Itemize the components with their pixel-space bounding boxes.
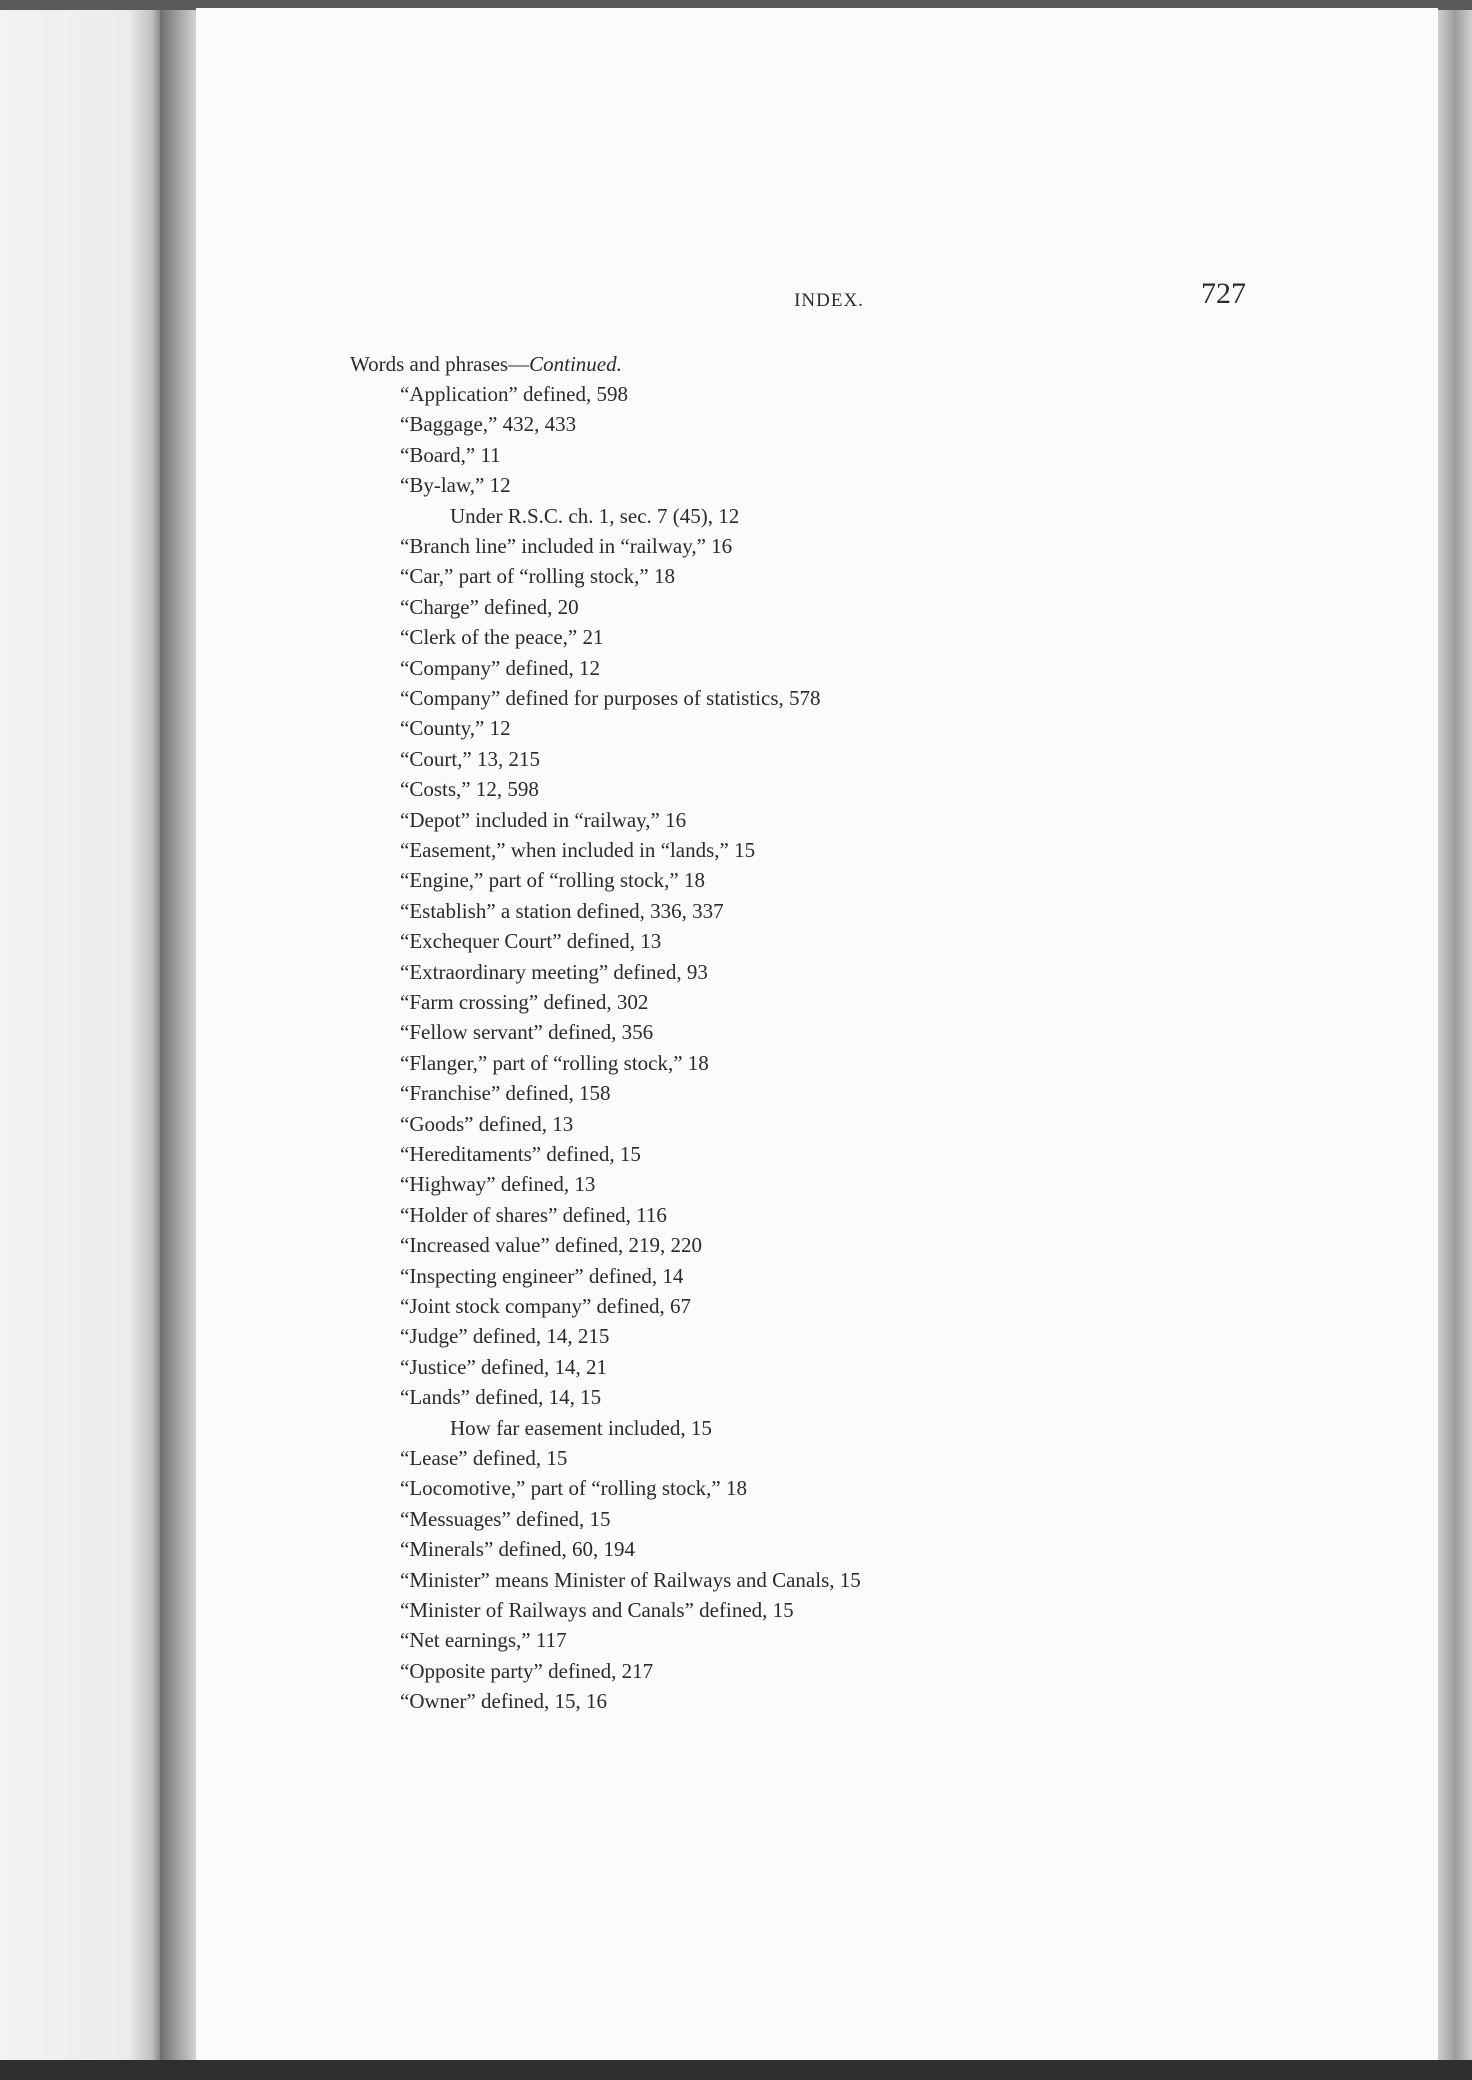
index-entry: “Minister of Railways and Canals” defined, 15 xyxy=(400,1598,794,1622)
index-entry: “Goods” defined, 13 xyxy=(400,1112,574,1136)
index-entry: “Baggage,” 432, 433 xyxy=(400,412,577,436)
index-entry: “Joint stock company” defined, 67 xyxy=(400,1294,692,1318)
index-entry: “Car,” part of “rolling stock,” 18 xyxy=(400,564,675,588)
facing-page xyxy=(0,10,160,2060)
index-entry: “Hereditaments” defined, 15 xyxy=(400,1142,641,1166)
page-fore-edge xyxy=(1438,10,1472,2060)
index-entry: “Extraordinary meeting” defined, 93 xyxy=(400,960,708,984)
index-page xyxy=(196,8,1438,2060)
index-entry: “Flanger,” part of “rolling stock,” 18 xyxy=(400,1051,709,1075)
index-entry: “Establish” a station defined, 336, 337 xyxy=(400,899,724,923)
index-entry: “Opposite party” defined, 217 xyxy=(400,1659,654,1683)
index-entry: “Messuages” defined, 15 xyxy=(400,1507,611,1531)
index-entry: “Inspecting engineer” defined, 14 xyxy=(400,1264,684,1288)
index-entry: “Justice” defined, 14, 21 xyxy=(400,1355,608,1379)
page-number: 727 xyxy=(1201,277,1246,310)
index-entry: “Application” defined, 598 xyxy=(400,382,629,406)
book-gutter xyxy=(160,10,198,2060)
index-entry: “Clerk of the peace,” 21 xyxy=(400,625,604,649)
index-entry: “Lands” defined, 14, 15 xyxy=(400,1385,602,1409)
index-entry: “Holder of shares” defined, 116 xyxy=(400,1203,667,1227)
index-entry: “Court,” 13, 215 xyxy=(400,747,540,771)
index-entry: “Board,” 11 xyxy=(400,443,501,467)
index-entry: “Minister” means Minister of Railways and Canals, 15 xyxy=(400,1568,861,1592)
index-subentry: Under R.S.C. ch. 1, sec. 7 (45), 12 xyxy=(450,504,740,528)
index-heading xyxy=(350,351,622,377)
index-entry: “Judge” defined, 14, 215 xyxy=(400,1324,610,1348)
index-entry: “Costs,” 12, 598 xyxy=(400,777,539,801)
index-entry: “Owner” defined, 15, 16 xyxy=(400,1689,608,1713)
index-entry: “Company” defined, 12 xyxy=(400,656,601,680)
index-entry: “Exchequer Court” defined, 13 xyxy=(400,929,662,953)
index-entry: “Charge” defined, 20 xyxy=(400,595,579,619)
index-entry: “Increased value” defined, 219, 220 xyxy=(400,1233,703,1257)
index-entry: “By-law,” 12 xyxy=(400,473,511,497)
scan-bottom-edge xyxy=(0,2060,1472,2080)
index-entry: “Locomotive,” part of “rolling stock,” 18 xyxy=(400,1476,747,1500)
index-entry: “Net earnings,” 117 xyxy=(400,1628,567,1652)
index-entry: “Easement,” when included in “lands,” 15 xyxy=(400,838,756,862)
index-entry: “Franchise” defined, 158 xyxy=(400,1081,611,1105)
heading-continued: Continued. xyxy=(529,352,622,376)
index-entry: “Depot” included in “railway,” 16 xyxy=(400,808,687,832)
index-entry: “County,” 12 xyxy=(400,716,511,740)
index-entry: “Fellow servant” defined, 356 xyxy=(400,1020,654,1044)
heading-term: Words and phrases— xyxy=(350,352,530,376)
index-entry: “Company” defined for purposes of statistics, 578 xyxy=(400,686,821,710)
index-subentry: How far easement included, 15 xyxy=(450,1416,712,1440)
index-entry: “Lease” defined, 15 xyxy=(400,1446,568,1470)
index-entry: “Minerals” defined, 60, 194 xyxy=(400,1537,636,1561)
index-entry: “Highway” defined, 13 xyxy=(400,1172,596,1196)
index-entry: “Farm crossing” defined, 302 xyxy=(400,990,649,1014)
index-entry: “Engine,” part of “rolling stock,” 18 xyxy=(400,868,705,892)
running-head: INDEX. xyxy=(794,290,864,311)
index-entry: “Branch line” included in “railway,” 16 xyxy=(400,534,733,558)
